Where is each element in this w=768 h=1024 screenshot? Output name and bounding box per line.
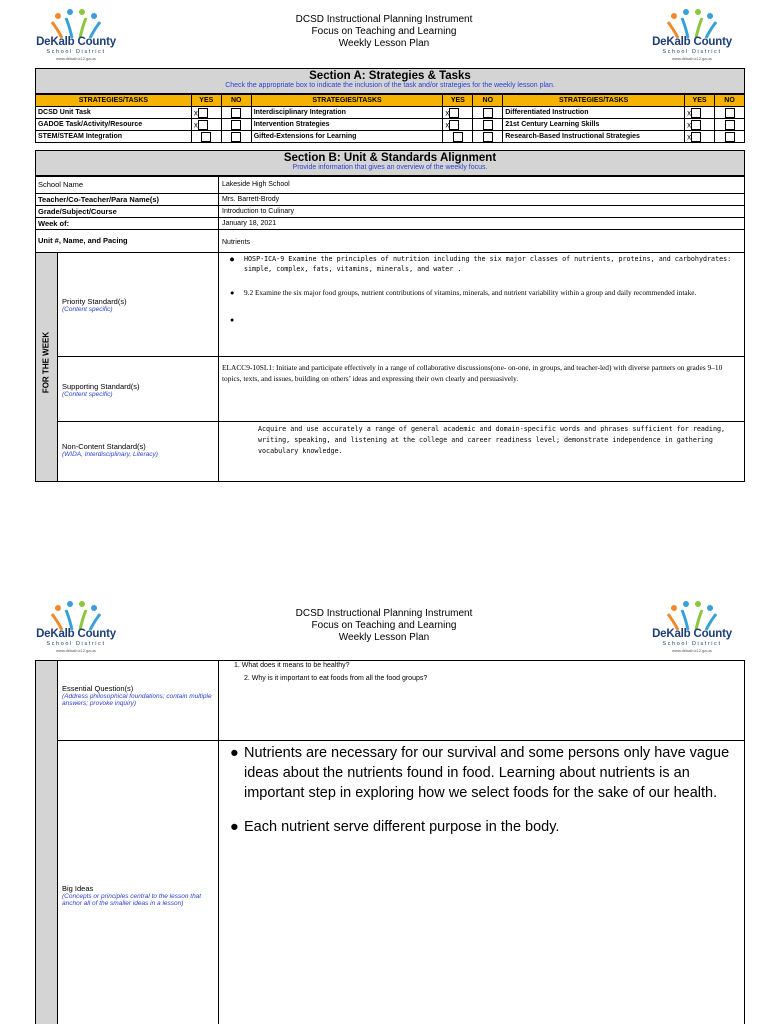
dekalb-logo-right [646, 6, 738, 62]
page-header [0, 6, 768, 70]
bigideas-list [222, 743, 742, 837]
logo-url: www.dekalb.k12.ga.us [56, 648, 96, 653]
noncontent-text: Acquire and use accurately a range of general academic and domain-specific words and phrases sufficient for reading, writing, speaking, and listening at the college and career readiness level; demonstrate independence in gathering vocabulary knowledge. [258, 425, 726, 455]
col-yes: YES [191, 95, 221, 107]
header-line2: Focus on Teaching and Learning [311, 620, 457, 631]
strategy-label: 21st Century Learning Skills [503, 119, 685, 131]
strategy-label: Differentiated Instruction [503, 107, 685, 119]
no-checkbox[interactable] [221, 119, 251, 131]
teacher-value: Mrs. Barrett-Brody [222, 196, 280, 203]
section-a-subtitle: Check the appropriate box to indicate the inclusion of the task and/or strategies for the weekly lesson plan. [225, 82, 555, 89]
week-value: January 18, 2021 [222, 220, 277, 227]
logo-sub: School District [662, 49, 722, 55]
dekalb-logo [30, 6, 122, 62]
col-strategies: STRATEGIES/TASKS [251, 95, 443, 107]
essential-title: Essential Question(s) [62, 684, 134, 693]
logo-sub: School District [46, 641, 106, 647]
priority-item [222, 316, 742, 326]
page2-body [35, 660, 745, 1024]
header-line1: DCSD Instructional Planning Instrument [295, 608, 473, 619]
unit-value: Nutrients [222, 239, 251, 246]
section-b-subtitle: Provide information that gives an overview of the weekly focus. [292, 164, 488, 171]
strategy-label: Gifted-Extensions for Learning [251, 131, 443, 143]
strategy-label: Interdisciplinary Integration [251, 107, 443, 119]
dekalb-logo-right [646, 598, 738, 654]
bigideas-item: ● Nutrients are necessary for our survival and some persons only have vague ideas about the nutrients found in food. Learning about nutrients is an important step in exploring how we select foods for the sake of our health. [222, 743, 742, 803]
header-line2: Focus on Teaching and Learning [311, 26, 457, 37]
col-yes: YES [685, 95, 715, 107]
week-label: Week of: [38, 219, 70, 228]
logo-brand: DeKalb County [36, 36, 116, 48]
strategy-label: Research-Based Instructional Strategies [503, 131, 685, 143]
priority-note: (Content specific) [62, 306, 113, 313]
header-title [200, 14, 568, 50]
col-strategies: STRATEGIES/TASKS [503, 95, 685, 107]
strategy-label: GADOE Task/Activity/Resource [36, 119, 192, 131]
col-no: NO [221, 95, 251, 107]
logo-url: www.dekalb.k12.ga.us [56, 56, 96, 61]
bigideas-label [62, 884, 212, 907]
priority-label [62, 297, 127, 313]
no-checkbox[interactable] [715, 131, 745, 143]
yes-checkbox[interactable]: x [685, 107, 715, 119]
yes-checkbox[interactable] [443, 131, 473, 143]
unit-label: Unit #, Name, and Pacing [38, 236, 128, 245]
bigideas-title: Big Ideas [62, 884, 94, 893]
noncontent-note: (WIDA, Interdisciplinary, Literacy) [62, 451, 158, 458]
strategies-row [36, 119, 745, 131]
col-no: NO [715, 95, 745, 107]
section-b-title: Section B: Unit & Standards Alignment [283, 152, 497, 164]
priority-list [222, 254, 742, 326]
page2-side-column [36, 661, 57, 1024]
bigideas-note: (Concepts or principles central to the lesson that anchor all of the smaller ideas in a lesson) [62, 893, 202, 907]
logo-brand: DeKalb County [652, 628, 732, 640]
essential-note: (Address philosophical foundations; contain multiple answers; provoke inquiry) [62, 693, 212, 707]
header-line3: Weekly Lesson Plan [338, 632, 430, 643]
header-title [200, 608, 568, 644]
col-strategies: STRATEGIES/TASKS [36, 95, 192, 107]
school-name-label: School Name [38, 180, 84, 189]
grade-value: Introduction to Culinary [222, 208, 294, 215]
bigideas-item: ● Each nutrient serve different purpose in the body. [222, 817, 742, 837]
yes-checkbox[interactable]: x [443, 119, 473, 131]
grade-label: Grade/Subject/Course [38, 207, 117, 216]
strategy-label: STEM/STEAM Integration [36, 131, 192, 143]
no-checkbox[interactable] [715, 119, 745, 131]
yes-checkbox[interactable]: x [685, 119, 715, 131]
yes-checkbox[interactable]: x [685, 131, 715, 143]
no-checkbox[interactable] [473, 131, 503, 143]
teacher-label: Teacher/Co-Teacher/Para Name(s) [38, 195, 160, 204]
col-no: NO [473, 95, 503, 107]
strategies-row [36, 131, 745, 143]
priority-title: Priority Standard(s) [62, 297, 127, 306]
section-a-title: Section A: Strategies & Tasks [309, 70, 471, 82]
noncontent-title: Non-Content Standard(s) [62, 442, 146, 451]
no-checkbox[interactable] [221, 107, 251, 119]
no-checkbox[interactable] [221, 131, 251, 143]
essential-label [62, 684, 212, 707]
supporting-note: (Content specific) [62, 391, 113, 398]
essential-q2: 2. Why is it important to eat foods from all the food groups? [244, 675, 428, 682]
yes-checkbox[interactable]: x [443, 107, 473, 119]
logo-brand: DeKalb County [652, 36, 732, 48]
yes-checkbox[interactable] [191, 131, 221, 143]
logo-url: www.dekalb.k12.ga.us [672, 648, 712, 653]
logo-sub: School District [46, 49, 106, 55]
strategies-row [36, 107, 745, 119]
strategies-table [35, 94, 745, 143]
supporting-text: ELACC9-10SL1: Initiate and participate effectively in a range of collaborative discussions(one- on-one, in groups, and teacher-led) with diverse partners on grades 9–10 topics, texts, and issues, building on others’ ideas and expressing their own clearly and persuasively. [222, 363, 723, 383]
supporting-title: Supporting Standard(s) [62, 382, 140, 391]
priority-item: ● 9.2 Examine the six major food groups, nutrient contributions of vitamins, minerals, and nutrient variability within a group and daily recommended intake. [222, 288, 742, 298]
strategy-label: Intervention Strategies [251, 119, 443, 131]
dekalb-logo [30, 598, 122, 654]
header-line3: Weekly Lesson Plan [338, 38, 430, 49]
strategies-header-row [36, 95, 745, 107]
no-checkbox[interactable] [473, 107, 503, 119]
header-line1: DCSD Instructional Planning Instrument [295, 14, 473, 25]
page-header-2 [0, 598, 768, 662]
no-checkbox[interactable] [715, 107, 745, 119]
section-b-header [35, 150, 745, 176]
yes-checkbox[interactable]: x [191, 107, 221, 119]
priority-item: ● HOSP-ICA-9 Examine the principles of nutrition including the six major classes of nutrients, proteins, and carbohydrates: simple, complex, fats, vitamins, minerals, and water . [222, 254, 742, 274]
section-a-header [35, 68, 745, 94]
logo-brand: DeKalb County [36, 628, 116, 640]
no-checkbox[interactable] [473, 119, 503, 131]
noncontent-label [62, 442, 158, 458]
logo-url: www.dekalb.k12.ga.us [672, 56, 712, 61]
supporting-label [62, 382, 140, 398]
strategy-label: DCSD Unit Task [36, 107, 192, 119]
essential-q1: 1. What does it means to be healthy? [234, 662, 350, 669]
for-the-week-label: FOR THE WEEK [41, 331, 51, 394]
yes-checkbox[interactable]: x [191, 119, 221, 131]
logo-sub: School District [662, 641, 722, 647]
col-yes: YES [443, 95, 473, 107]
school-name-value: Lakeside High School [222, 181, 290, 188]
